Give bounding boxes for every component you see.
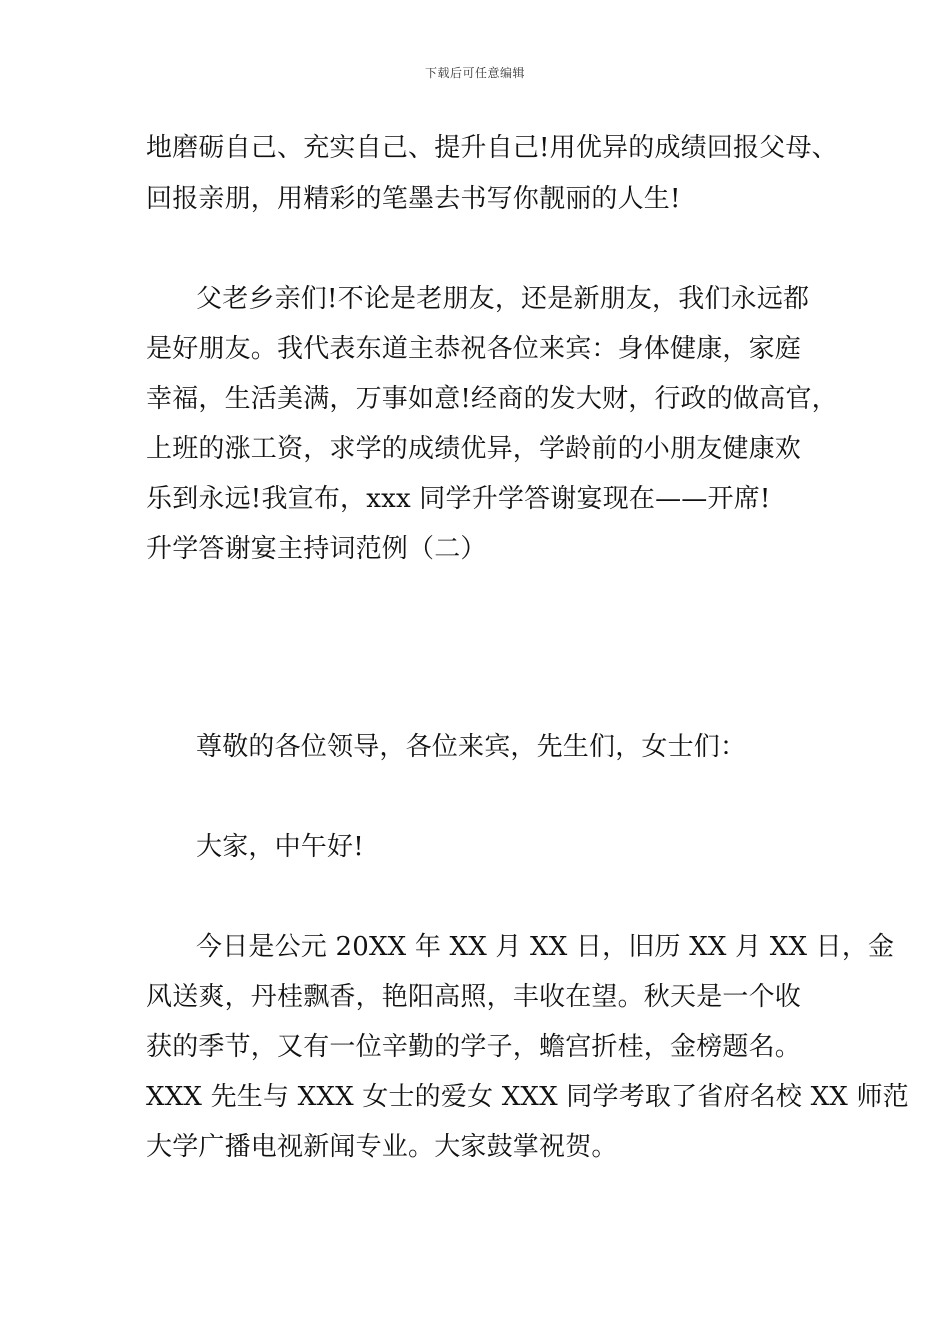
section-title: 升学答谢宴主持词范例（二） <box>146 534 487 564</box>
text-line: 回报亲朋，用精彩的笔墨去书写你靓丽的人生! <box>146 184 681 214</box>
text-line: 地磨砺自己、充实自己、提升自己!用优异的成绩回报父母、 <box>146 133 838 163</box>
page-header: 下载后可任意编辑 <box>424 66 525 80</box>
greeting-line: 大家，中午好! <box>196 832 364 862</box>
paragraph-first-line: 父老乡亲们!不论是老朋友，还是新朋友，我们永远都 <box>196 284 810 314</box>
text-line: 获的季节，又有一位辛勤的学子，蟾宫折桂，金榜题名。 <box>146 1032 802 1062</box>
text-line: 上班的涨工资，求学的成绩优异，学龄前的小朋友健康欢 <box>146 434 802 464</box>
text-line: 是好朋友。我代表东道主恭祝各位来宾：身体健康，家庭 <box>146 334 802 364</box>
greeting-line: 尊敬的各位领导，各位来宾，先生们，女士们： <box>196 732 747 762</box>
text-line: XXX 先生与 XXX 女士的爱女 XXX 同学考取了省府名校 XX 师范 <box>146 1082 909 1112</box>
text-line: 风送爽，丹桂飘香，艳阳高照，丰收在望。秋天是一个收 <box>146 982 802 1012</box>
text-line: 大学广播电视新闻专业。大家鼓掌祝贺。 <box>146 1132 618 1162</box>
text-line: 乐到永远!我宣布，xxx 同学升学答谢宴现在——开席! <box>146 484 771 514</box>
text-line: 幸福，生活美满，万事如意!经商的发大财，行政的做高官， <box>146 384 838 414</box>
paragraph-first-line: 今日是公元 20XX 年 XX 月 XX 日，旧历 XX 月 XX 日，金 <box>196 932 895 962</box>
